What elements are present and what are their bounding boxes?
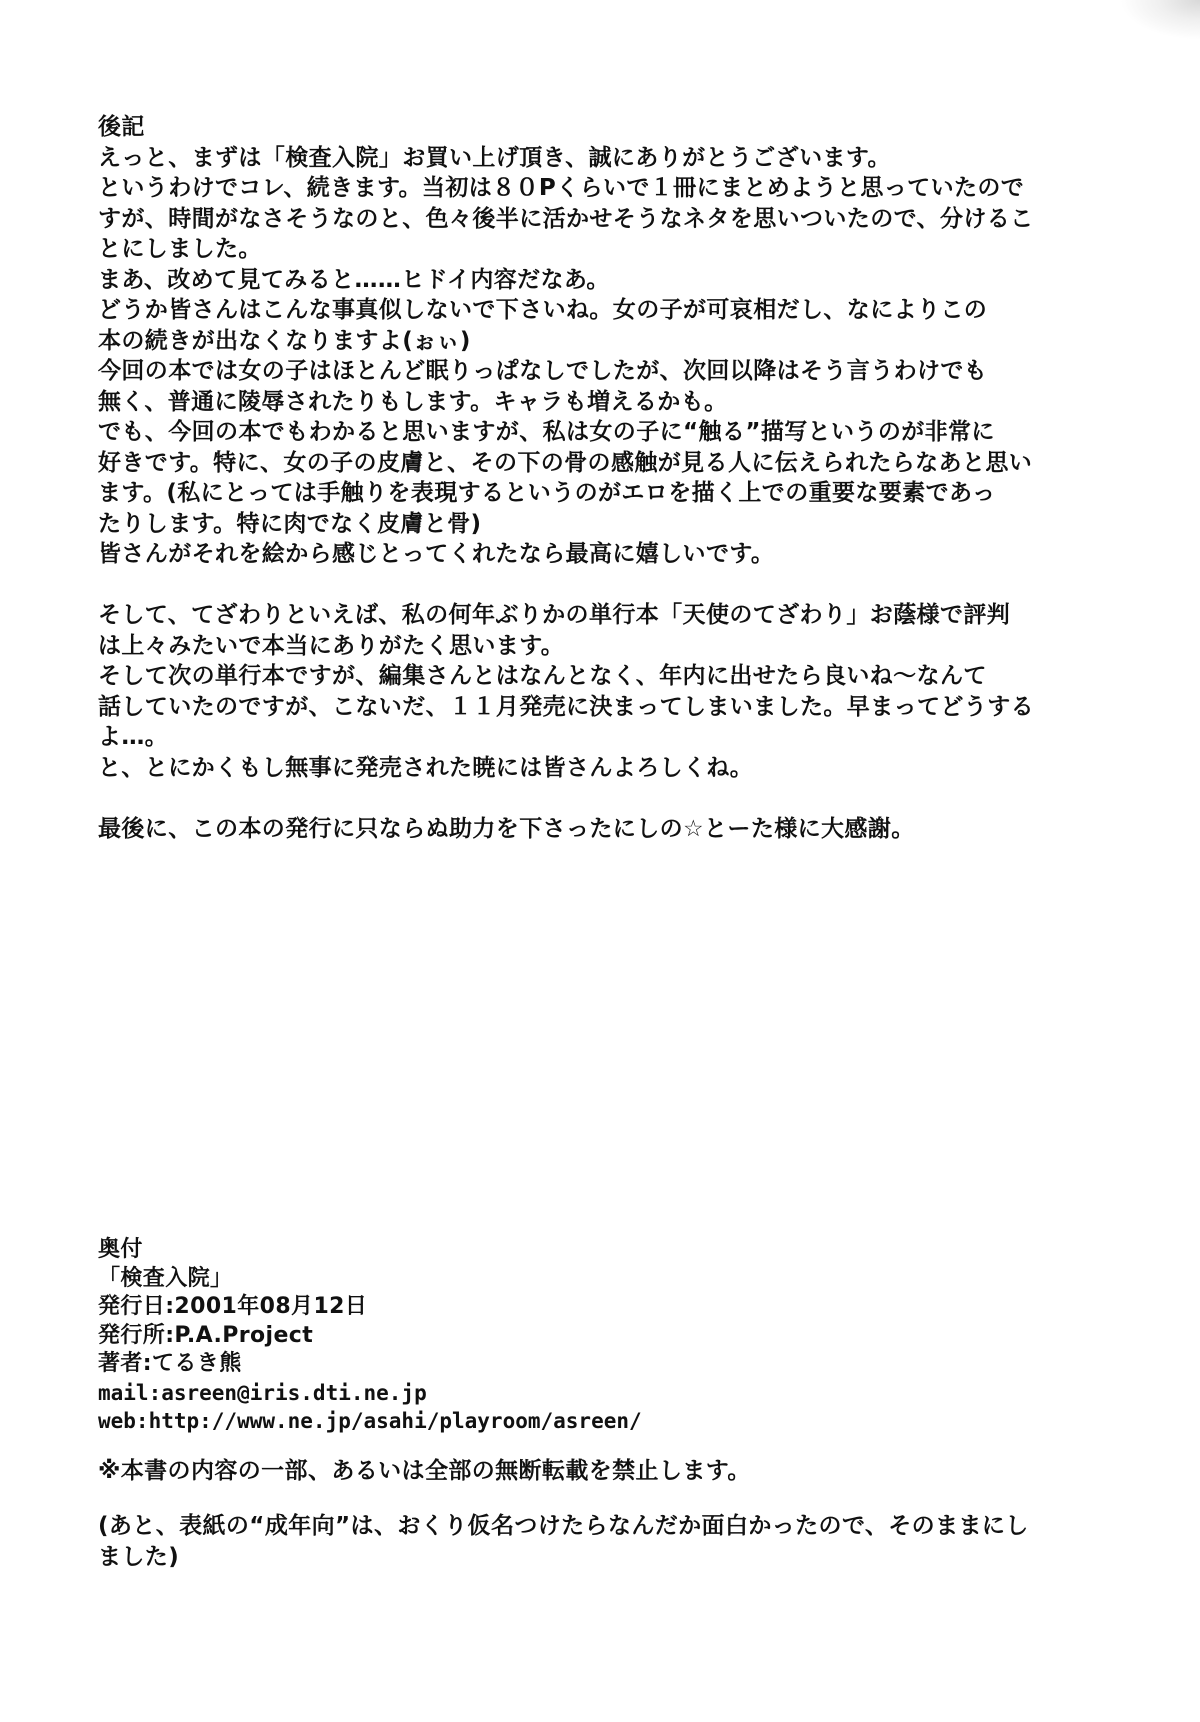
afterword-line: は上々みたいで本当にありがたく思います。: [98, 632, 565, 659]
colophon-web: web:http://www.ne.jp/asahi/playroom/asreen/: [98, 1409, 642, 1433]
afterword-line: すが、時間がなさそうなのと、色々後半に活かせそうなネタを思いついたので、分けるこ: [98, 205, 1034, 232]
colophon-publisher: 発行所:P.A.Project: [98, 1322, 314, 1348]
paragraph-gap: [98, 570, 1138, 601]
colophon-heading: 奥付: [98, 1237, 143, 1262]
afterword-line: どうか皆さんはこんな事真似しないで下さいね。女の子が可哀相だし、なによりこの: [98, 297, 988, 323]
afterword-line: そして、てざわりといえば、私の何年ぶりかの単行本「天使のてざわり」お蔭様で評判: [98, 602, 1011, 628]
afterword-line: えっと、まずは「検査入院」お買い上げ頂き、誠にありがとうございます。: [98, 144, 891, 171]
afterword-line: よ…。: [98, 724, 169, 750]
afterword-line: 話していたのですが、こないだ、１１月発売に決まってしまいました。早まってどうする: [98, 693, 1034, 720]
colophon-author: 著者:てるき熊: [98, 1351, 242, 1376]
afterword-line: でも、今回の本でもわかると思いますが、私は女の子に“触る”描写というのが非常に: [98, 419, 995, 445]
afterword-line: 皆さんがそれを絵から感じとってくれたなら最高に嬉しいです。: [98, 541, 775, 567]
paragraph-gap: [98, 783, 1138, 814]
afterword-line: とにしました。: [98, 236, 262, 262]
afterword-line: と、とにかくもし無事に発売された暁には皆さんよろしくね。: [98, 754, 754, 781]
afterword-heading: 後記: [98, 114, 145, 140]
colophon-mail: mail:asreen@iris.dti.ne.jp: [98, 1380, 427, 1405]
paragraph-gap: [98, 1487, 1138, 1511]
notes-section: [98, 1456, 1138, 1573]
colophon-date: 発行日:2001年08月12日: [98, 1294, 368, 1319]
colophon-section: [98, 1236, 1138, 1436]
afterword-closing: 最後に、この本の発行に只ならぬ助力を下さったにしの☆とーた様に大感謝。: [98, 815, 915, 842]
afterword-line: 無く、普通に陵辱されたりもします。キャラも増えるかも。: [98, 388, 728, 415]
afterword-line: ます。(私にとっては手触りを表現するというのがエロを描く上での重要な要素であっ: [98, 480, 996, 506]
aside-note-line: ました): [98, 1544, 180, 1570]
scan-smudge: [1120, 0, 1200, 40]
afterword-line: 好きです。特に、女の子の皮膚と、その下の骨の感触が見る人に伝えられたらなあと思い: [98, 449, 1033, 476]
afterword-section: [98, 112, 1138, 844]
afterword-line: まあ、改めて見てみると……ヒドイ内容だなあ。: [98, 266, 610, 293]
afterword-line: 本の続きが出なくなりますよ(ぉぃ): [98, 327, 471, 354]
copyright-notice: ※本書の内容の一部、あるいは全部の無断転載を禁止します。: [98, 1458, 751, 1484]
afterword-line: たりします。特に肉でなく皮膚と骨): [98, 510, 482, 537]
afterword-line: というわけでコレ、続きます。当初は８０Pくらいで１冊にまとめようと思っていたので: [98, 175, 1025, 201]
afterword-line: そして次の単行本ですが、編集さんとはなんとなく、年内に出せたら良いね～なんて: [98, 663, 987, 689]
colophon-title: 「検査入院」: [98, 1265, 233, 1291]
afterword-line: 今回の本では女の子はほとんど眠りっぱなしでしたが、次回以降はそう言うわけでも: [98, 358, 988, 384]
aside-note-line: (あと、表紙の“成年向”は、おくり仮名つけたらなんだか面白かったので、そのままにし: [98, 1513, 1029, 1539]
